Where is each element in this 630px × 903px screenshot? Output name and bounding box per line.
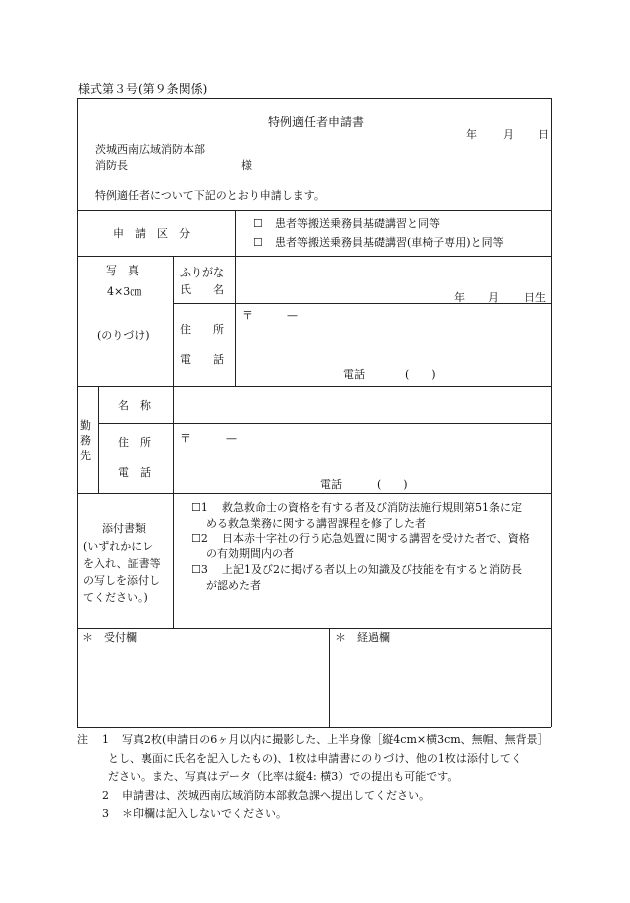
divider-workplace: [77, 493, 551, 494]
classification-option-2-checkbox[interactable]: ☐: [253, 236, 263, 249]
recipient-honorific: 様: [241, 159, 252, 172]
applicant-phone-paren: ( ): [405, 368, 436, 381]
attachment-item-3-line-1: 上記1及び2に掲げる者以上の知識及び技能を有すると消防長: [222, 563, 522, 576]
classification-option-2: 患者等搬送乗務員基礎講習(車椅子専用)と同等: [275, 236, 504, 249]
divider-classification-col: [235, 210, 236, 256]
applicant-postal-dash: —: [287, 309, 298, 322]
note-1-number: 1: [102, 733, 109, 746]
attachment-item-2-checkbox[interactable]: ☐2: [191, 532, 208, 545]
attachment-item-2-line-1: 日本赤十字社の行う応急処置に関する講習を受けた者で、資格: [222, 532, 530, 545]
recipient-organization: 茨城西南広域消防本部: [95, 143, 205, 156]
table-border-left: [77, 98, 78, 727]
birth-year-label: 年: [454, 291, 465, 304]
applicant-phone-label: 電 話: [180, 353, 224, 366]
form-title: 特例適任者申請書: [268, 115, 365, 129]
attachments-instruction-line-2: を入れ、証書等: [83, 557, 161, 570]
photo-note: (のりづけ): [97, 329, 150, 342]
attachments-instruction-line-3: の写しを添付し: [83, 574, 160, 587]
note-3-number: 3: [102, 807, 109, 820]
table-border-bottom: [77, 727, 551, 728]
photo-size: 4×3㎝: [107, 285, 142, 298]
name-label: 氏 名: [180, 283, 224, 296]
note-1-line-2: とし、裏面に氏名を記入したもの)、1枚は申請書にのりづけ、他の1枚は添付してく: [108, 752, 522, 765]
divider-photo-col: [173, 256, 174, 386]
progress-field-label: ＊ 経過欄: [335, 631, 390, 644]
attachments-instruction-line-4: てください。): [83, 591, 148, 604]
workplace-phone-text: 電話: [320, 478, 342, 491]
workplace-name-label: 名 称: [118, 399, 151, 412]
photo-label: 写 真: [106, 264, 139, 277]
note-1-line-3: ださい。また、写真はデータ（比率は縦4: 横3）での提出も可能です。: [108, 770, 459, 783]
date-month-label: 月: [503, 128, 514, 141]
note-1-line-1: 写真2枚(申請日の6ヶ月以内に撮影した、上半身像［縦4cm×横3cm、無帽、無背景］: [122, 733, 549, 746]
attachments-instruction-line-1: (いずれかにレ: [83, 540, 154, 553]
attachment-item-3-checkbox[interactable]: ☐3: [191, 563, 208, 576]
birth-day-label: 日生: [524, 291, 546, 304]
attachments-label: 添付書類: [102, 522, 146, 535]
form-number: 様式第３号(第９条関係): [78, 82, 208, 96]
date-year-label: 年: [466, 128, 477, 141]
attachment-item-1-line-2: める救急業務に関する講習課程を修了した者: [206, 517, 426, 530]
workplace-phone-label: 電 話: [118, 466, 151, 479]
table-border-top: [77, 98, 551, 99]
divider-workplace-label-col: [173, 386, 174, 493]
workplace-section-char-3: 先: [80, 449, 91, 462]
divider-workplace-section-col: [98, 386, 99, 493]
notes-prefix: 注: [77, 733, 88, 746]
divider-office-use-col: [329, 628, 330, 727]
attachment-item-2-line-2: の有効期間内の者: [206, 547, 294, 560]
divider-applicant-label-col: [235, 256, 236, 386]
divider-header: [77, 210, 551, 211]
workplace-postal-mark: 〒: [180, 432, 191, 445]
attachment-item-1-line-1: 救急救命士の資格を有する者及び消防法施行規則第51条に定: [222, 501, 522, 514]
classification-option-1: 患者等搬送乗務員基礎講習と同等: [275, 217, 440, 230]
table-border-right: [551, 98, 552, 727]
applicant-address-label: 住 所: [180, 323, 224, 336]
workplace-postal-dash: —: [226, 432, 237, 445]
attachment-item-3-line-2: が認めた者: [206, 579, 261, 592]
divider-attachments: [77, 628, 551, 629]
note-2-text: 申請書は、茨城西南広域消防本部救急課へ提出してください。: [122, 789, 430, 802]
divider-workplace-name: [98, 423, 551, 424]
furigana-label: ふりがな: [180, 266, 224, 279]
note-3-text: ＊印欄は記入しないでください。: [122, 807, 287, 820]
applicant-postal-mark: 〒: [242, 309, 253, 322]
classification-label: 申 請 区 分: [113, 227, 190, 240]
divider-classification: [77, 256, 551, 257]
reception-field-label: ＊ 受付欄: [82, 631, 137, 644]
application-statement: 特例適任者について下記のとおり申請します。: [95, 189, 325, 202]
workplace-phone-paren: ( ): [377, 478, 408, 491]
attachment-item-1-checkbox[interactable]: ☐1: [191, 501, 208, 514]
workplace-section-char-1: 勤: [80, 419, 91, 432]
workplace-section-char-2: 務: [80, 434, 91, 447]
workplace-address-label: 住 所: [118, 436, 151, 449]
recipient-title: 消防長: [95, 159, 128, 172]
divider-applicant: [77, 386, 551, 387]
applicant-phone-text: 電話: [343, 368, 365, 381]
divider-attachments-col: [173, 493, 174, 628]
classification-option-1-checkbox[interactable]: ☐: [253, 217, 263, 230]
birth-month-label: 月: [488, 291, 499, 304]
note-2-number: 2: [102, 789, 109, 802]
date-day-label: 日: [538, 128, 549, 141]
